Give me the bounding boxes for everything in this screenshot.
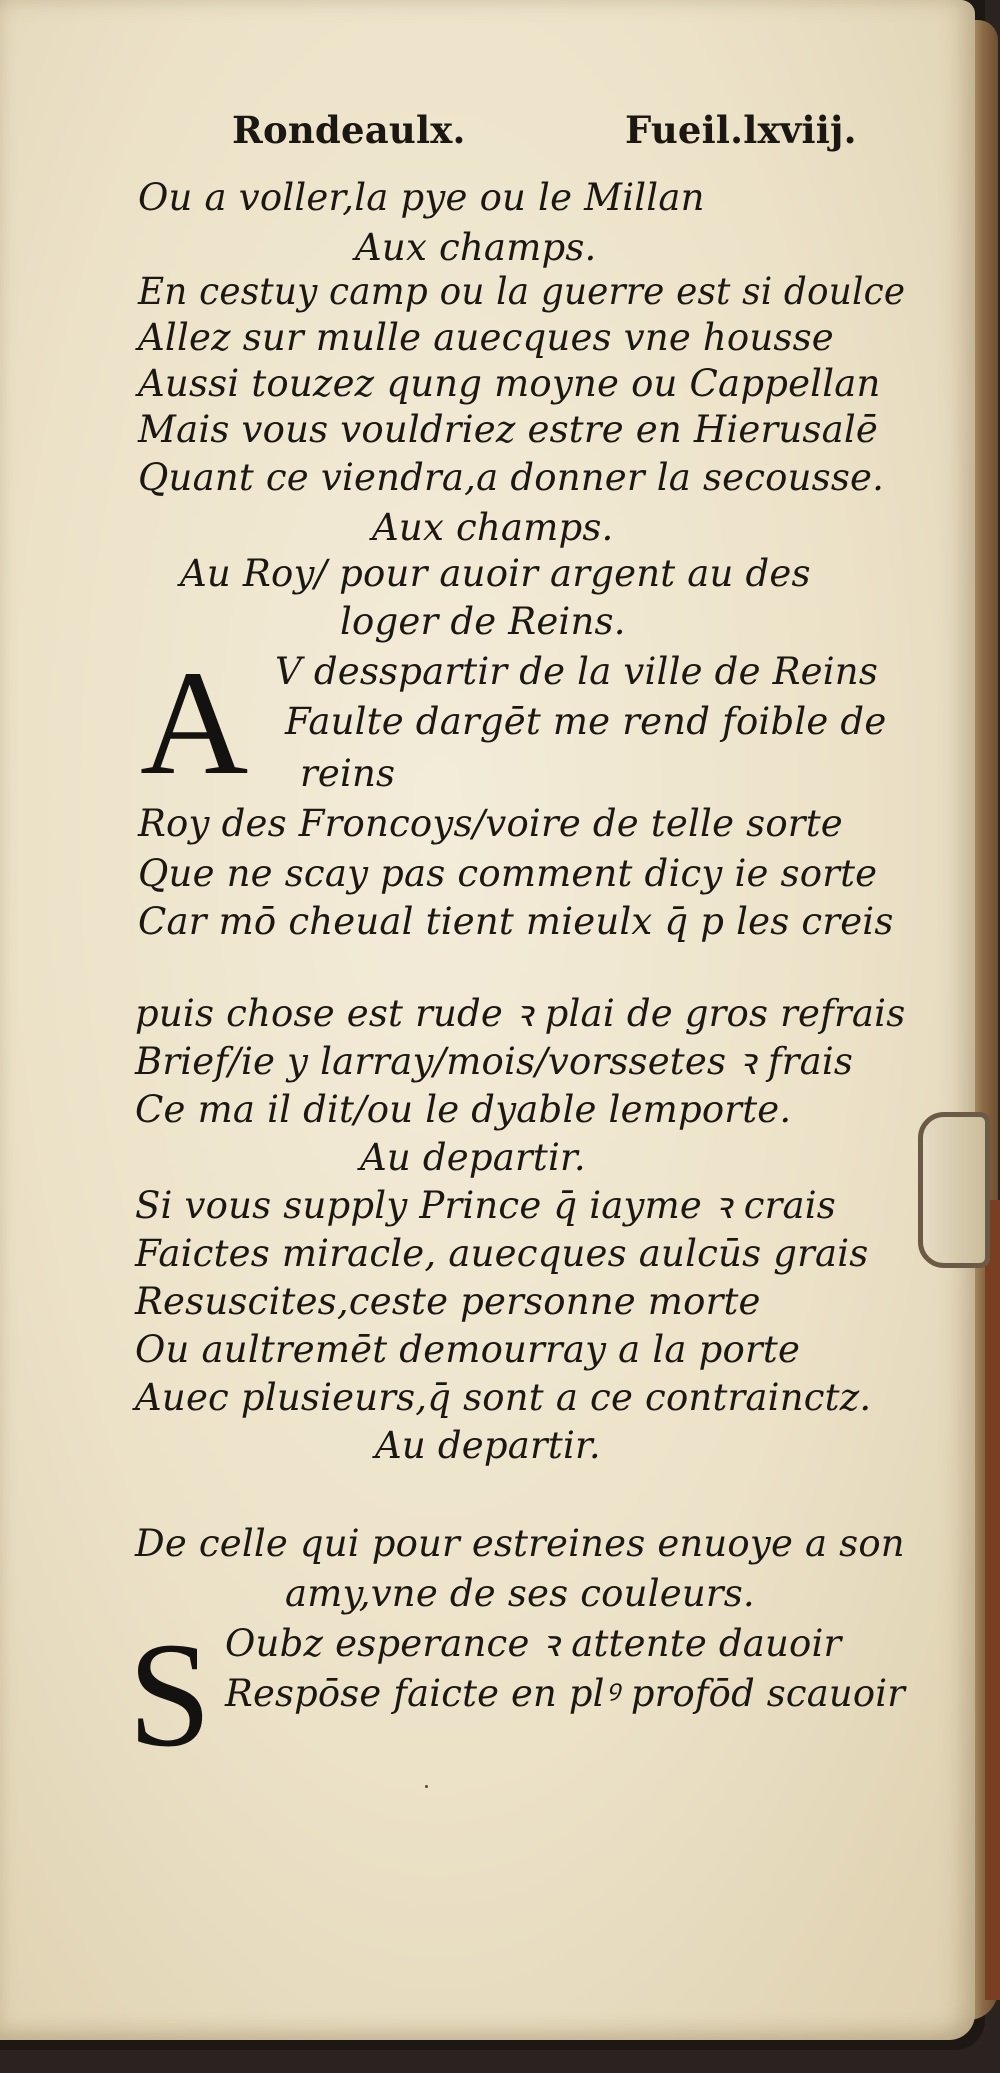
text-line: Si vous supply Prince q̄ iayme ꝛ crais: [135, 1184, 836, 1227]
running-title: Rondeaulx.: [232, 108, 466, 152]
section-heading: loger de Reins.: [340, 600, 626, 643]
text-line: Ce ma il dit/ou le dyable lemporte.: [135, 1088, 792, 1131]
text-line: Roy des Froncoys/voire de telle sorte: [138, 802, 843, 845]
refrain-line: Au departir.: [360, 1136, 586, 1179]
text-line: Aussi touzez qung moyne ou Cappellan: [138, 362, 881, 405]
drop-cap-a: A: [140, 640, 249, 806]
text-line: Ou a voller,la pye ou le Millan: [138, 176, 705, 219]
text-line: Mais vous vouldriez estre en Hierusalē: [138, 408, 878, 451]
text-line: Allez sur mulle auecques vne housse: [138, 316, 834, 359]
text-line: Ou aultremēt demourray a la porte: [135, 1328, 801, 1371]
text-line: Brief/ie y larray/mois/vorssetes ꝛ frais: [135, 1040, 854, 1083]
text-line: Oubz esperance ꝛ attente dauoir: [225, 1622, 842, 1665]
refrain-line: Aux champs.: [355, 226, 597, 269]
folio-number: Fueil.lxviij.: [625, 108, 857, 152]
text-line: Que ne scay pas comment dicy ie sorte: [138, 852, 878, 895]
refrain-line: Aux champs.: [372, 506, 614, 549]
text-line: Car mō cheual tient mieulx q̄ p les creis: [138, 900, 894, 943]
drop-cap-s: S: [128, 1612, 212, 1778]
text-line: Resuscites,ceste personne morte: [135, 1280, 761, 1323]
ink-speck: [425, 1785, 428, 1788]
text-line: Respōse faicte en plꝰ profōd scauoir: [225, 1672, 906, 1715]
section-heading: De celle qui pour estreines enuoye a son: [135, 1522, 905, 1565]
text-line: Auec plusieurs,q̄ sont a ce contrainctz.: [135, 1376, 872, 1419]
section-heading: amy,vne de ses couleurs.: [285, 1572, 755, 1615]
text-line: V desspartir de la ville de Reins: [275, 650, 879, 693]
text-line: Quant ce viendra,a donner la secousse.: [138, 456, 885, 499]
section-heading: Au Roy/ pour auoir argent au des: [180, 552, 811, 595]
refrain-line: Au departir.: [375, 1424, 601, 1467]
text-line: Faictes miracle, auecques aulcūs grais: [135, 1232, 869, 1275]
text-line: Faulte dargēt me rend foible de: [285, 700, 887, 743]
text-line: puis chose est rude ꝛ plai de gros refrais: [135, 992, 906, 1035]
text-line: reins: [300, 752, 396, 795]
leather-binding: [985, 1200, 1000, 2000]
text-line: En cestuy camp ou la guerre est si doulce: [138, 270, 906, 313]
